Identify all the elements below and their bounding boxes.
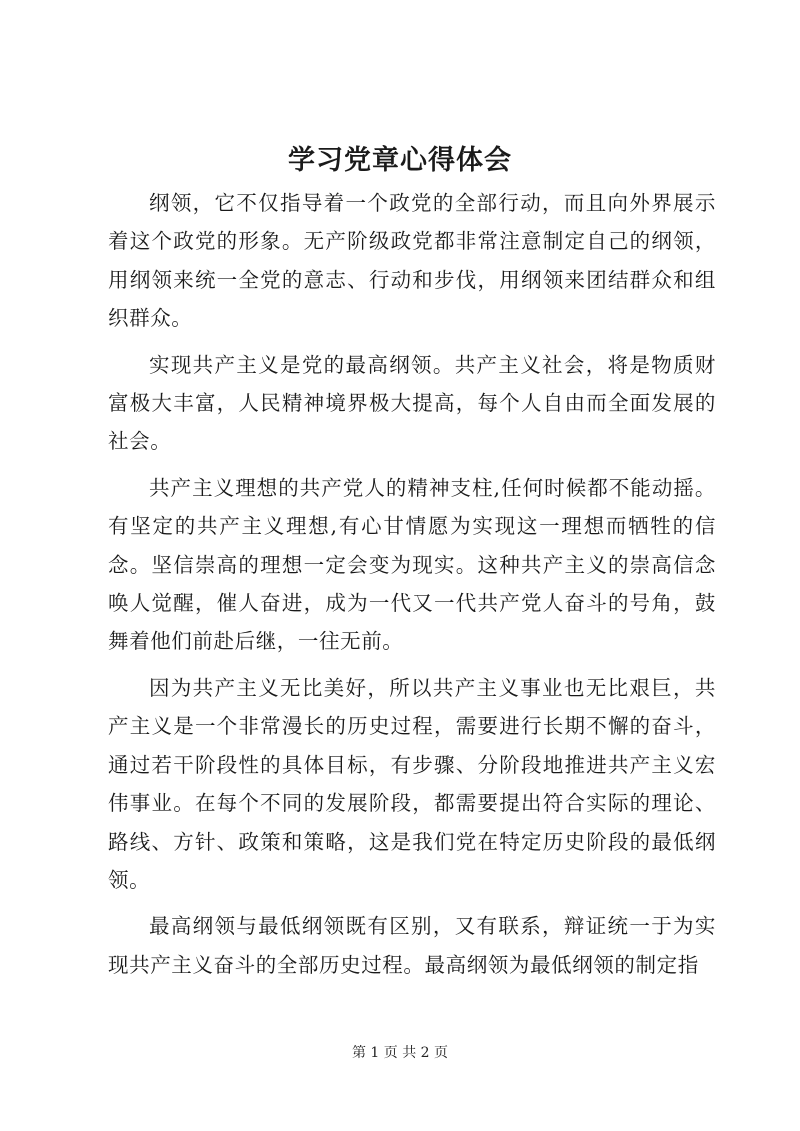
document-body [108,184,716,984]
paragraph-2: 实现共产主义是党的最高纲领。共产主义社会，将是物质财富极大丰富，人民精神境界极大提高，每个人自由而全面发展的社会。 [108,352,716,454]
page-footer: 第 1 页 共 2 页 [351,1045,449,1061]
paragraph-4: 因为共产主义无比美好，所以共产主义事业也无比艰巨，共产主义是一个非常漫长的历史过程，需要进行长期不懈的奋斗，通过若干阶段性的具体目标，有步骤、分阶段地推进共产主义宏伟事业。在每个不同的发展阶段，都需要提出符合实际的理论、路线、方针、政策和策略，这是我们党在特定历史阶段的最低纲领。 [108,675,716,892]
paragraph-1: 纲领，它不仅指导着一个政党的全部行动，而且向外界展示着这个政党的形象。无产阶级政党都非常注意制定自己的纲领，用纲领来统一全党的意志、行动和步伐，用纲领来团结群众和组织群众。 [108,191,716,331]
page-title: 学习党章心得体会 [288,145,512,176]
paragraph-3: 共产主义理想的共产党人的精神支柱,任何时候都不能动摇。有坚定的共产主义理想,有心甘情愿为实现这一理想而牺牲的信念。坚信崇高的理想一定会变为现实。这种共产主义的崇高信念唤人觉醒，催人奋进，成为一代又一代共产党人奋斗的号角，鼓舞着他们前赴后继，一往无前。 [108,475,716,654]
paragraph-5: 最高纲领与最低纲领既有区别，又有联系，辩证统一于为实现共产主义奋斗的全部历史过程。最高纲领为最低纲领的制定指 [108,914,716,977]
